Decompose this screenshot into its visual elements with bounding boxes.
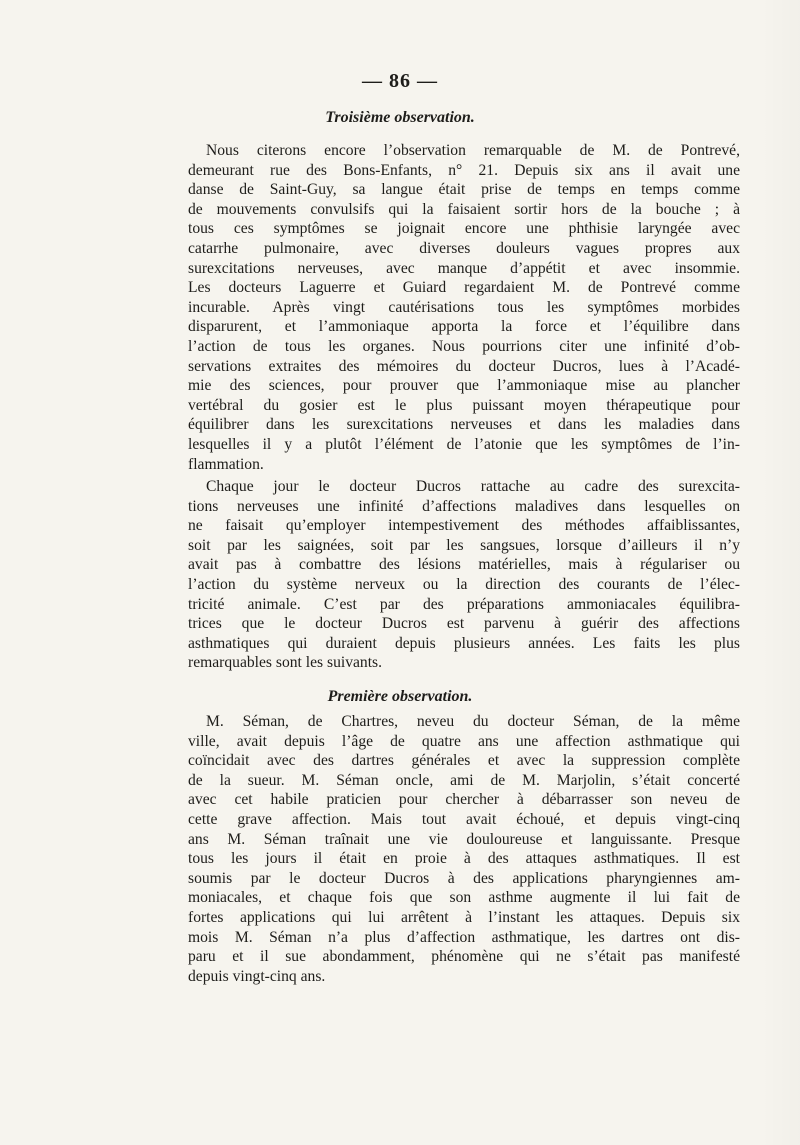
text-line: asthmatiques qui duraient depuis plusieurs années. Les faits les plus	[188, 634, 740, 652]
text-line: demeurant rue des Bons-Enfants, n° 21. Depuis six ans il avait une	[188, 161, 740, 179]
text-line: Les docteurs Laguerre et Guiard regardaient M. de Pontrevé comme	[188, 279, 740, 297]
paragraph	[188, 712, 740, 986]
text-line: moniacales, et chaque fois que son asthme augmente il lui fait de	[188, 889, 740, 907]
text-line: de la sueur. M. Séman oncle, ami de M. Marjolin, s’était concerté	[188, 771, 740, 789]
text-line: Chaque jour le docteur Ducros rattache au cadre des surexcita-	[206, 478, 740, 495]
text-line: catarrhe pulmonaire, avec diverses douleurs vagues propres aux	[188, 239, 740, 257]
text-line: depuis vingt-cinq ans.	[188, 967, 326, 985]
text-line: lesquelles il y a plutôt l’élément de l’atonie que les symptômes de l’in-	[188, 435, 740, 453]
text-line: soit par les saignées, soit par les sangsues, lorsque d’ailleurs il n’y	[188, 536, 740, 554]
text-line: trices que le docteur Ducros est parvenu à guérir des affections	[188, 615, 740, 633]
text-line: cette grave affection. Mais tout avait échoué, et depuis vingt-cinq	[188, 810, 740, 828]
page-edge-shading	[760, 0, 800, 1145]
text-line: incurable. Après vingt cautérisations tous les symptômes morbides	[188, 298, 740, 316]
text-line: mois M. Séman n’a plus d’affection asthmatique, les dartres ont dis-	[188, 928, 740, 946]
text-line: mie des sciences, pour prouver que l’ammoniaque mise au plancher	[188, 377, 740, 395]
paragraph	[188, 477, 740, 673]
text-line: danse de Saint-Guy, sa langue était prise de temps en temps comme	[188, 181, 740, 199]
text-line: tions nerveuses une infinité d’affections maladives dans lesquelles on	[188, 497, 740, 515]
text-line: remarquables sont les suivants.	[188, 654, 383, 672]
text-line: de mouvements convulsifs qui la faisaient sortir hors de la bouche ; à	[188, 200, 740, 218]
text-line: tricité animale. C’est par des préparations ammoniacales équilibra-	[188, 595, 740, 613]
text-line: paru et il sue abondamment, phénomène qui ne s’était pas manifesté	[188, 948, 740, 966]
text-line: ville, avait depuis l’âge de quatre ans une affection asthmatique qui	[188, 732, 740, 750]
text-line: coïncidait avec des dartres générales et avec la suppression complète	[188, 752, 740, 770]
text-line: avait pas à combattre des lésions matérielles, mais à régulariser ou	[188, 556, 740, 574]
text-line: ans M. Séman traînait une vie douloureuse et languissante. Presque	[188, 830, 740, 848]
text-line: tous les jours il était en proie à des attaques asthmatiques. Il est	[188, 850, 740, 868]
text-line: vertébral du gosier est le plus puissant moyen thérapeutique pour	[188, 396, 740, 414]
text-line: l’action du système nerveux ou la direction des courants de l’élec-	[188, 575, 740, 593]
text-line: avec cet habile praticien pour chercher à débarrasser son neveu de	[188, 791, 740, 809]
text-line: surexcitations nerveuses, avec manque d’appétit et avec insommie.	[188, 259, 740, 277]
text-line: disparurent, et l’ammoniaque apporta la force et l’équilibre dans	[188, 318, 740, 336]
section-title-premiere-observation: Première observation.	[327, 688, 473, 705]
text-line: tous ces symptômes se joignait encore une phthisie laryngée avec	[188, 220, 740, 238]
section-title-troisieme-observation: Troisième observation.	[325, 109, 475, 126]
paragraph	[188, 141, 740, 474]
text-line: fortes applications qui lui arrêtent à l’instant les attaques. Depuis six	[188, 908, 740, 926]
text-line: l’action de tous les organes. Nous pourrions citer une infinité d’ob-	[188, 337, 740, 355]
page-number: — 86 —	[362, 70, 438, 92]
text-line: flammation.	[188, 455, 264, 473]
text-line: Nous citerons encore l’observation remarquable de M. de Pontrevé,	[206, 142, 740, 159]
text-line: ne faisait qu’employer intempestivement des méthodes affaiblissantes,	[188, 517, 740, 535]
text-line: servations extraites des mémoires du docteur Ducros, lues à l’Acadé-	[188, 357, 740, 375]
text-line: soumis par le docteur Ducros à des applications pharyngiennes am-	[188, 869, 740, 887]
text-line: M. Séman, de Chartres, neveu du docteur Séman, de la même	[206, 713, 740, 730]
text-line: équilibrer dans les surexcitations nerveuses et dans les maladies dans	[188, 416, 740, 434]
